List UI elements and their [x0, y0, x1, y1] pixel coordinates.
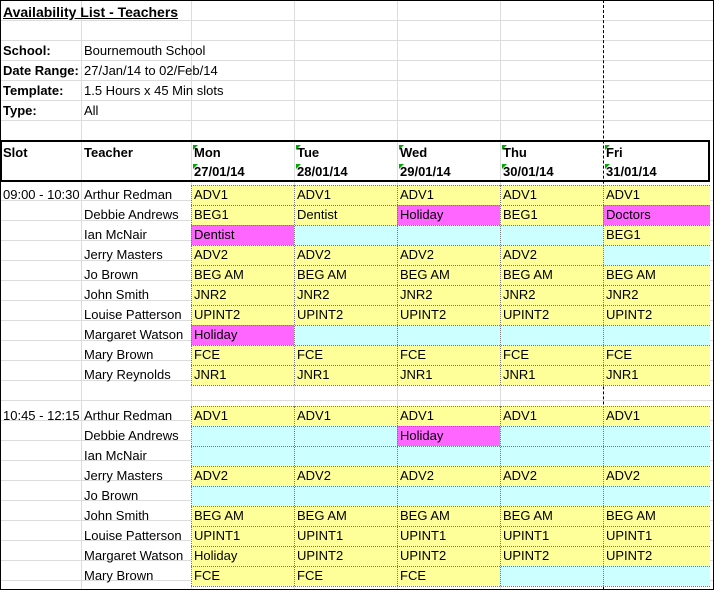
availability-cell[interactable]: ADV2 — [500, 245, 603, 265]
availability-cell[interactable]: BEG1 — [191, 205, 294, 225]
date-header[interactable]: 27/01/14 — [194, 164, 245, 179]
availability-cell[interactable]: JNR1 — [397, 365, 500, 385]
date-header[interactable]: 31/01/14 — [606, 164, 657, 179]
availability-cell[interactable]: FCE — [294, 345, 397, 365]
availability-cell[interactable]: UPINT2 — [500, 546, 603, 566]
availability-cell[interactable]: ADV1 — [294, 185, 397, 205]
cell-separator — [191, 325, 710, 326]
cell-separator — [191, 285, 710, 286]
availability-cell[interactable]: UPINT2 — [500, 305, 603, 325]
availability-cell[interactable]: Holiday — [191, 546, 294, 566]
cell-separator — [191, 546, 710, 547]
availability-cell[interactable] — [603, 486, 710, 506]
availability-cell[interactable]: ADV1 — [603, 185, 710, 205]
availability-cell[interactable] — [500, 426, 603, 446]
availability-cell[interactable] — [191, 426, 294, 446]
availability-cell[interactable] — [603, 426, 710, 446]
availability-cell[interactable]: BEG1 — [603, 225, 710, 245]
day-header[interactable]: Fri — [606, 145, 623, 160]
cell-separator — [191, 406, 710, 407]
availability-cell[interactable]: JNR2 — [397, 285, 500, 305]
availability-cell[interactable]: JNR2 — [191, 285, 294, 305]
availability-cell[interactable] — [500, 486, 603, 506]
teacher-name: Louise Patterson — [84, 307, 182, 322]
availability-cell[interactable] — [397, 325, 500, 345]
comment-marker-icon — [399, 164, 404, 169]
availability-cell[interactable]: JNR2 — [294, 285, 397, 305]
cell-separator — [294, 406, 295, 586]
cell-separator — [603, 406, 604, 586]
availability-cell[interactable]: BEG AM — [397, 506, 500, 526]
teacher-name: Louise Patterson — [84, 528, 182, 543]
availability-cell[interactable] — [397, 486, 500, 506]
availability-cell[interactable]: UPINT1 — [191, 526, 294, 546]
teacher-name: John Smith — [84, 508, 150, 523]
date-header[interactable]: 29/01/14 — [400, 164, 451, 179]
availability-cell[interactable]: JNR1 — [603, 365, 710, 385]
availability-cell[interactable]: Dentist — [191, 225, 294, 245]
cell-separator — [397, 185, 398, 385]
slot-label: 09:00 - 10:30 — [3, 187, 80, 202]
teacher-name: Jerry Masters — [84, 247, 163, 262]
availability-cell[interactable]: ADV2 — [603, 466, 710, 486]
availability-cell[interactable]: ADV1 — [191, 406, 294, 426]
availability-cell[interactable]: BEG AM — [500, 506, 603, 526]
cell-separator — [191, 185, 192, 385]
info-value: Bournemouth School — [84, 43, 206, 58]
cell-separator — [191, 365, 710, 366]
availability-cell[interactable]: BEG AM — [603, 265, 710, 285]
availability-cell[interactable] — [397, 225, 500, 245]
availability-cell[interactable]: BEG AM — [603, 506, 710, 526]
teacher-name: John Smith — [84, 287, 150, 302]
date-header[interactable]: 28/01/14 — [297, 164, 348, 179]
availability-cell[interactable]: FCE — [500, 345, 603, 365]
cell-separator — [191, 566, 710, 567]
availability-cell[interactable] — [294, 325, 397, 345]
date-header[interactable]: 30/01/14 — [503, 164, 554, 179]
availability-cell[interactable] — [603, 325, 710, 345]
cell-separator — [191, 185, 710, 186]
availability-cell[interactable]: ADV2 — [191, 245, 294, 265]
availability-cell[interactable]: FCE — [397, 566, 500, 586]
gridline — [0, 120, 714, 121]
availability-cell[interactable] — [603, 245, 710, 265]
teacher-name: Margaret Watson — [84, 327, 184, 342]
cell-separator — [397, 406, 398, 586]
availability-cell[interactable]: UPINT1 — [397, 526, 500, 546]
cell-separator — [191, 446, 710, 447]
info-label: School: — [3, 43, 51, 58]
cell-separator — [191, 486, 710, 487]
availability-cell[interactable] — [294, 446, 397, 466]
availability-cell[interactable]: UPINT1 — [603, 526, 710, 546]
gridline — [0, 400, 714, 401]
day-header[interactable]: Mon — [194, 145, 221, 160]
cell-separator — [294, 185, 295, 385]
cell-separator — [191, 265, 710, 266]
availability-cell[interactable]: FCE — [397, 345, 500, 365]
cell-separator — [603, 185, 604, 385]
availability-cell[interactable]: ADV1 — [500, 185, 603, 205]
availability-cell[interactable]: UPINT2 — [294, 305, 397, 325]
info-label: Date Range: — [3, 63, 79, 78]
teacher-name: Debbie Andrews — [84, 207, 179, 222]
availability-cell[interactable]: UPINT2 — [603, 305, 710, 325]
info-label: Template: — [3, 83, 64, 98]
availability-cell[interactable] — [500, 566, 603, 586]
teacher-name: Jerry Masters — [84, 468, 163, 483]
info-value: All — [84, 103, 99, 118]
availability-cell[interactable] — [500, 446, 603, 466]
availability-cell[interactable]: ADV1 — [603, 406, 710, 426]
availability-cell[interactable]: FCE — [294, 566, 397, 586]
availability-cell[interactable]: BEG AM — [500, 265, 603, 285]
teacher-name: Mary Reynolds — [84, 367, 171, 382]
availability-cell[interactable]: ADV2 — [500, 466, 603, 486]
availability-cell[interactable]: ADV1 — [397, 185, 500, 205]
teacher-name: Mary Brown — [84, 347, 154, 362]
availability-cell[interactable]: BEG AM — [191, 506, 294, 526]
slot-header[interactable]: Slot — [3, 145, 28, 160]
availability-cell[interactable]: UPINT2 — [397, 305, 500, 325]
availability-cell[interactable]: Dentist — [294, 205, 397, 225]
cell-separator — [191, 385, 710, 386]
cell-separator — [191, 526, 710, 527]
availability-cell[interactable]: ADV2 — [294, 466, 397, 486]
teacher-name: Margaret Watson — [84, 548, 184, 563]
cell-separator — [191, 345, 710, 346]
availability-cell[interactable]: ADV2 — [397, 245, 500, 265]
teacher-name: Ian McNair — [84, 227, 147, 242]
page-title: Availability List - Teachers — [3, 4, 179, 20]
availability-cell[interactable]: UPINT2 — [191, 305, 294, 325]
day-header[interactable]: Thu — [503, 145, 527, 160]
availability-cell[interactable]: FCE — [191, 566, 294, 586]
availability-cell[interactable]: ADV2 — [294, 245, 397, 265]
info-value: 1.5 Hours x 45 Min slots — [84, 83, 224, 98]
cell-separator — [191, 466, 710, 467]
cell-separator — [191, 225, 710, 226]
availability-cell[interactable] — [500, 225, 603, 245]
teacher-name: Jo Brown — [84, 488, 139, 503]
availability-cell[interactable]: ADV1 — [191, 185, 294, 205]
availability-cell[interactable]: UPINT1 — [294, 526, 397, 546]
comment-marker-icon — [605, 164, 610, 169]
day-header[interactable]: Tue — [297, 145, 320, 160]
availability-cell[interactable]: JNR2 — [603, 285, 710, 305]
availability-cell[interactable]: ADV1 — [294, 406, 397, 426]
availability-cell[interactable]: BEG AM — [397, 265, 500, 285]
comment-marker-icon — [193, 164, 198, 169]
availability-cell[interactable]: BEG AM — [294, 265, 397, 285]
availability-cell[interactable] — [500, 325, 603, 345]
cell-separator — [191, 205, 710, 206]
availability-cell[interactable]: JNR1 — [191, 365, 294, 385]
teacher-name: Debbie Andrews — [84, 428, 179, 443]
availability-cell[interactable]: ADV2 — [397, 466, 500, 486]
availability-cell[interactable] — [397, 446, 500, 466]
teacher-name: Mary Brown — [84, 568, 154, 583]
availability-cell[interactable] — [294, 426, 397, 446]
cell-separator — [191, 245, 710, 246]
availability-cell[interactable] — [294, 225, 397, 245]
availability-cell[interactable]: ADV2 — [191, 466, 294, 486]
slot-label: 10:45 - 12:15 — [3, 408, 80, 423]
availability-cell[interactable]: Holiday — [397, 205, 500, 225]
availability-cell[interactable]: Holiday — [397, 426, 500, 446]
availability-cell[interactable] — [294, 486, 397, 506]
teacher-header[interactable]: Teacher — [84, 145, 133, 160]
comment-marker-icon — [502, 164, 507, 169]
availability-cell[interactable]: FCE — [191, 345, 294, 365]
availability-cell[interactable] — [191, 446, 294, 466]
teacher-name: Ian McNair — [84, 448, 147, 463]
comment-marker-icon — [296, 164, 301, 169]
cell-separator — [191, 426, 710, 427]
teacher-name: Arthur Redman — [84, 187, 173, 202]
info-label: Type: — [3, 103, 37, 118]
availability-cell[interactable]: BEG AM — [294, 506, 397, 526]
availability-cell[interactable]: BEG AM — [191, 265, 294, 285]
availability-cell[interactable] — [603, 446, 710, 466]
availability-cell[interactable]: ADV1 — [500, 406, 603, 426]
availability-cell[interactable]: BEG1 — [500, 205, 603, 225]
availability-cell[interactable]: JNR2 — [500, 285, 603, 305]
availability-cell[interactable]: UPINT2 — [603, 546, 710, 566]
teacher-name: Arthur Redman — [84, 408, 173, 423]
day-header[interactable]: Wed — [400, 145, 428, 160]
cell-separator — [191, 586, 710, 587]
cell-separator — [191, 305, 710, 306]
availability-cell[interactable]: Holiday — [191, 325, 294, 345]
info-value: 27/Jan/14 to 02/Feb/14 — [84, 63, 218, 78]
availability-cell[interactable] — [603, 566, 710, 586]
cell-separator — [191, 506, 710, 507]
availability-cell[interactable]: UPINT2 — [397, 546, 500, 566]
cell-separator — [191, 406, 192, 586]
cell-separator — [500, 185, 501, 385]
availability-cell[interactable]: FCE — [603, 345, 710, 365]
availability-cell[interactable]: UPINT1 — [500, 526, 603, 546]
availability-cell[interactable] — [191, 486, 294, 506]
availability-cell[interactable]: Doctors — [603, 205, 710, 225]
availability-cell[interactable]: JNR1 — [294, 365, 397, 385]
cell-separator — [500, 406, 501, 586]
availability-cell[interactable]: UPINT2 — [294, 546, 397, 566]
availability-cell[interactable]: JNR1 — [500, 365, 603, 385]
teacher-name: Jo Brown — [84, 267, 139, 282]
availability-cell[interactable]: ADV1 — [397, 406, 500, 426]
